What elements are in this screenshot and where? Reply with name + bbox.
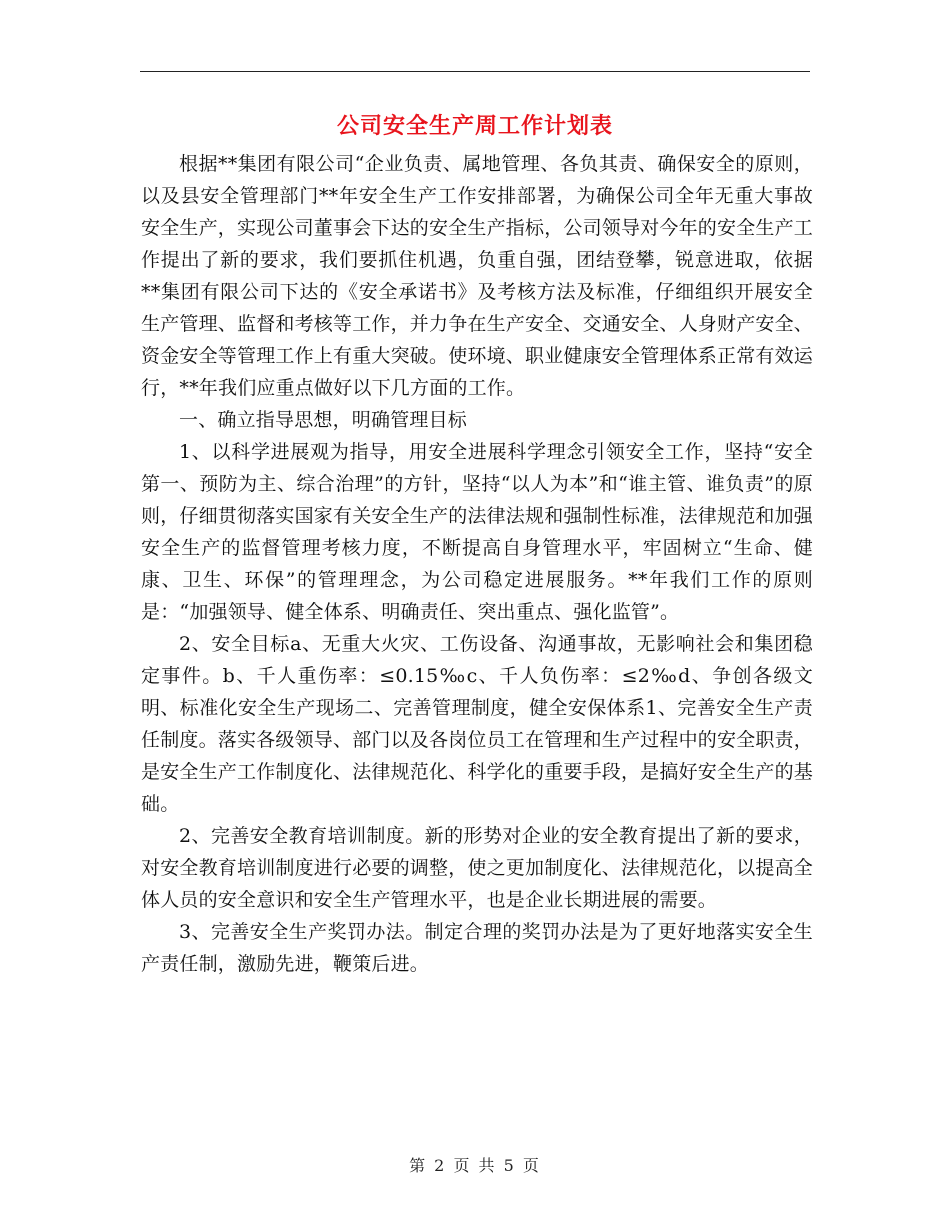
- paragraph-intro: 根据**集团有限公司“企业负责、属地管理、各负其责、确保安全的原则，以及县安全管理部门**年安全生产工作安排部署，为确保公司全年无重大事故安全生产，实现公司董事会下达的安全生产指标，公司领导对今年的安全生产工作提出了新的要求，我们要抓住机遇，负重自强，团结登攀，锐意进取，依据**集团有限公司下达的《安全承诺书》及考核方法及标准，仔细组织开展安全生产管理、监督和考核等工作，并力争在生产安全、交通安全、人身财产安全、资金安全等管理工作上有重大突破。使环境、职业健康安全管理体系正常有效运行，**年我们应重点做好以下几方面的工作。: [141, 153, 814, 399]
- paragraph-safety-targets: 2、安全目标a、无重大火灾、工伤设备、沟通事故，无影响社会和集团稳定事件。b、千人重伤率：≤0.15‰c、千人负伤率：≤2‰d、争创各级文明、标准化安全生产现场二、完善管理制度，健全安保体系1、完善安全生产责任制度。落实各级领导、部门以及各岗位员工在管理和生产过程中的安全职责，是安全生产工作制度化、法律规范化、科学化的重要手段，是搞好安全生产的基础。: [141, 633, 814, 815]
- section-heading-guiding-principles: 一、确立指导思想，明确管理目标: [179, 409, 468, 431]
- header-rule: [140, 71, 810, 72]
- paragraph-rewards-penalties: 3、完善安全生产奖罚办法。制定合理的奖罚办法是为了更好地落实安全生产责任制，激励先进，鞭策后进。: [141, 921, 813, 975]
- document-body: [141, 148, 813, 980]
- paragraph-training-system: 2、完善安全教育培训制度。新的形势对企业的安全教育提出了新的要求，对安全教育培训制度进行必要的调整，使之更加制度化、法律规范化，以提高全体人员的安全意识和安全生产管理水平，也是企业长期进展的需要。: [141, 825, 814, 911]
- page-number-footer: 第 2 页 共 5 页: [409, 1156, 541, 1175]
- document-title: 公司安全生产周工作计划表: [336, 113, 613, 139]
- paragraph-item-1: 1、以科学进展观为指导，用安全进展科学理念引领安全工作，坚持“安全第一、预防为主、综合治理”的方针，坚持“以人为本”和“谁主管、谁负责”的原则，仔细贯彻落实国家有关安全生产的法律法规和强制性标准，法律规范和加强安全生产的监督管理考核力度，不断提高自身管理水平，牢固树立“生命、健康、卫生、环保”的管理理念，为公司稳定进展服务。**年我们工作的原则是：“加强领导、健全体系、明确责任、突出重点、强化监管”。: [141, 441, 814, 623]
